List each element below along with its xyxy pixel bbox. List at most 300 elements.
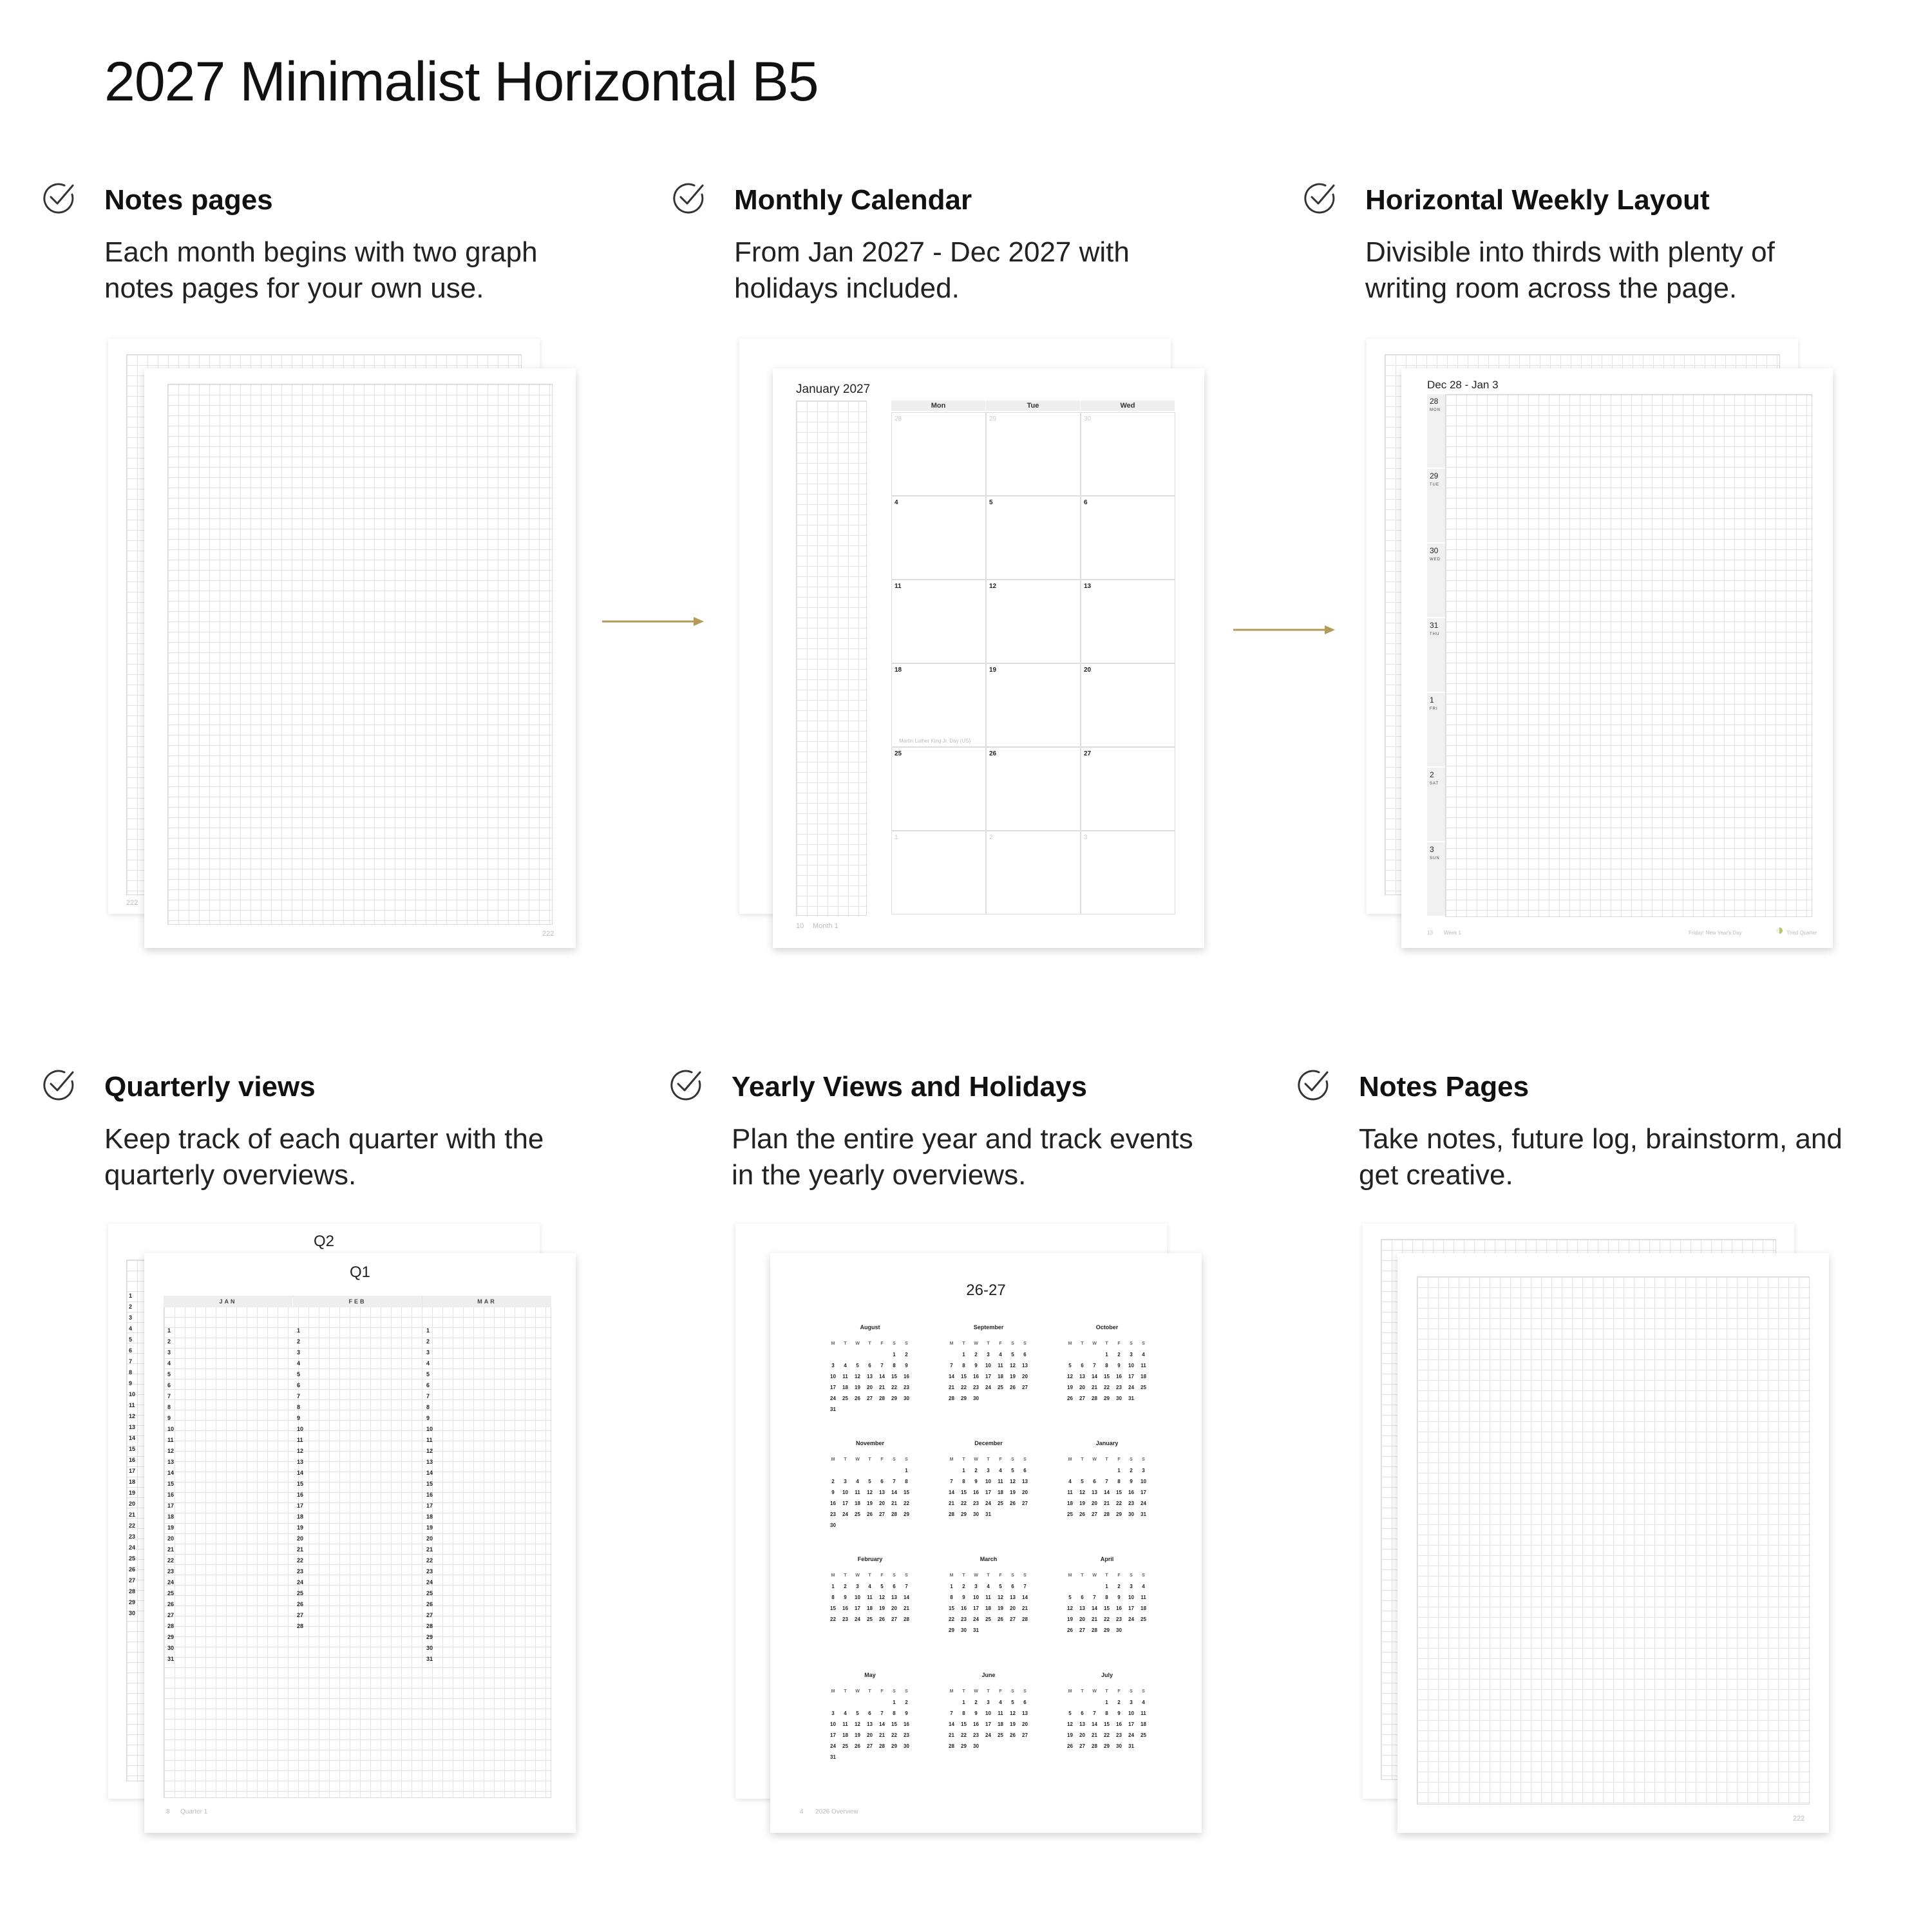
day-number: 26	[167, 1601, 175, 1607]
week-row	[945, 1581, 1032, 1592]
weekday-letter: T	[987, 1573, 990, 1578]
day-number: 7	[426, 1393, 430, 1399]
calendar-day-cell	[891, 580, 986, 663]
mini-month-name: December	[974, 1440, 1003, 1446]
day-number: 3	[844, 1479, 847, 1484]
week-row	[1064, 1581, 1150, 1592]
day-number: 19	[998, 1605, 1003, 1611]
week-row	[945, 1476, 1032, 1487]
weekday-letter: S	[1023, 1689, 1027, 1694]
day-number: 6	[167, 1382, 171, 1388]
page-number: 13	[1427, 930, 1433, 936]
day-number: 14	[129, 1435, 136, 1441]
day-number: 4	[987, 1584, 990, 1589]
page-number: 222	[1793, 1815, 1805, 1823]
day-number: 12	[1067, 1605, 1073, 1611]
day-number: 5	[1011, 1352, 1014, 1358]
day-number: 24	[985, 1732, 991, 1738]
weekday-letter: T	[1081, 1341, 1084, 1346]
week-row	[945, 1393, 1032, 1404]
weekly-front-page	[1401, 368, 1833, 948]
day-number: 17	[985, 1374, 991, 1379]
day-number: 18	[855, 1501, 860, 1506]
weekday-header: Mon	[891, 401, 985, 411]
day-number: 30	[129, 1610, 136, 1616]
day-number: 3	[426, 1349, 430, 1356]
week-row	[945, 1349, 1032, 1360]
weekday-letter: S	[905, 1573, 908, 1578]
weekday-letter: S	[1142, 1573, 1145, 1578]
day-number: 15	[1104, 1605, 1110, 1611]
feature-heading: Notes pages	[104, 184, 273, 216]
weekday-letter: W	[855, 1457, 860, 1462]
day-number: 27	[297, 1612, 304, 1618]
day-number: 5	[856, 1363, 859, 1368]
day-number: 18	[129, 1479, 136, 1485]
week-row	[1064, 1592, 1150, 1603]
weekday-block	[1427, 469, 1445, 542]
moon-phase-label: Third Quarter	[1786, 930, 1817, 936]
day-number: 3	[1130, 1352, 1133, 1358]
day-number: 25	[998, 1732, 1003, 1738]
weekday-letter: T	[868, 1341, 871, 1346]
day-number: 9	[1117, 1363, 1121, 1368]
day-number: 28	[1092, 1743, 1097, 1749]
day-number: 9	[1117, 1595, 1121, 1600]
day-number: 13	[1079, 1605, 1085, 1611]
day-number: 27	[1022, 1501, 1028, 1506]
day-number: 29	[1104, 1627, 1110, 1633]
day-number: 11	[842, 1721, 848, 1727]
feature-description: Keep track of each quarter with the quarterly overviews.	[104, 1123, 544, 1191]
day-number: 6	[426, 1382, 430, 1388]
day-number	[851, 1349, 864, 1360]
quarter-title: Q1	[349, 1264, 370, 1281]
day-number: 24	[426, 1579, 433, 1586]
day-number: 14	[1022, 1595, 1028, 1600]
day-number: 6	[868, 1710, 871, 1716]
week-row	[827, 1404, 913, 1415]
day-number: 10	[1128, 1363, 1134, 1368]
weekday-letter: T	[844, 1457, 847, 1462]
weekday-date: 30	[1430, 546, 1439, 555]
day-number: 2	[426, 1338, 430, 1345]
day-number	[1088, 1581, 1101, 1592]
day-number	[994, 1509, 1007, 1520]
day-number: 4	[167, 1360, 171, 1367]
calendar-day-cell	[986, 580, 1081, 663]
day-number: 17	[855, 1605, 860, 1611]
day-number: 20	[1022, 1490, 1028, 1495]
day-number: 30	[973, 1396, 979, 1401]
day-number: 24	[985, 1501, 991, 1506]
day-number: 13	[1010, 1595, 1016, 1600]
day-number: 21	[167, 1546, 175, 1553]
week-row	[945, 1708, 1032, 1719]
day-number	[827, 1697, 839, 1708]
day-number: 22	[961, 1501, 967, 1506]
week-row	[945, 1498, 1032, 1509]
week-row	[945, 1487, 1032, 1498]
mini-month	[945, 1556, 1032, 1636]
day-number: 30	[167, 1645, 175, 1651]
week-row	[827, 1592, 913, 1603]
weekday-letters	[945, 1338, 1032, 1349]
day-number: 13	[879, 1490, 885, 1495]
day-number	[864, 1349, 876, 1360]
day-number: 19	[879, 1605, 885, 1611]
day-number: 28	[949, 1511, 954, 1517]
day-number: 31	[1128, 1743, 1134, 1749]
day-number: 18	[297, 1513, 304, 1520]
weekday-letter: F	[1117, 1457, 1121, 1462]
weekday-block	[1427, 842, 1445, 916]
weekday-letter: M	[949, 1457, 954, 1462]
day-number: 17	[1128, 1374, 1134, 1379]
weekday-letters	[945, 1570, 1032, 1581]
check-circle-icon	[1294, 1066, 1332, 1103]
weekday-letter: M	[1068, 1457, 1072, 1462]
day-number: 29	[961, 1511, 967, 1517]
day-number: 13	[297, 1459, 304, 1465]
weekday-letter: M	[949, 1689, 954, 1694]
day-number: 20	[1084, 667, 1092, 674]
weekday-label: MON	[1430, 408, 1441, 412]
day-number: 13	[891, 1595, 897, 1600]
day-number: 13	[867, 1374, 873, 1379]
monthly-title: January 2027	[796, 383, 871, 396]
day-number: 22	[830, 1616, 836, 1622]
day-number: 30	[1128, 1511, 1134, 1517]
day-number: 4	[1142, 1700, 1145, 1705]
day-number: 19	[1010, 1374, 1016, 1379]
day-number: 3	[1130, 1700, 1133, 1705]
day-number: 7	[950, 1479, 953, 1484]
day-number: 11	[1141, 1710, 1146, 1716]
day-number: 4	[844, 1363, 847, 1368]
day-number: 16	[830, 1501, 836, 1506]
weekday-letter: M	[831, 1573, 835, 1578]
yearly-front-page	[770, 1253, 1202, 1833]
day-number: 13	[426, 1459, 433, 1465]
day-number: 29	[1104, 1396, 1110, 1401]
day-number: 1	[129, 1293, 133, 1299]
day-number: 2	[831, 1479, 835, 1484]
day-number: 24	[985, 1385, 991, 1390]
weekday-letter: T	[1081, 1573, 1084, 1578]
day-number: 10	[842, 1490, 848, 1495]
mini-month	[827, 1324, 913, 1415]
day-number: 28	[167, 1623, 175, 1629]
day-number: 5	[426, 1371, 430, 1378]
day-number: 25	[998, 1501, 1003, 1506]
day-number: 25	[167, 1590, 175, 1596]
day-number: 8	[950, 1595, 953, 1600]
day-number: 7	[880, 1710, 884, 1716]
week-row	[1064, 1393, 1150, 1404]
check-circle-icon	[670, 179, 707, 216]
day-number: 1	[893, 1352, 896, 1358]
day-number: 8	[962, 1363, 965, 1368]
day-number	[876, 1349, 888, 1360]
day-number: 15	[297, 1481, 304, 1487]
day-number: 14	[426, 1470, 433, 1476]
day-number	[994, 1393, 1007, 1404]
weekday-letter: S	[905, 1341, 908, 1346]
day-number: 10	[1141, 1479, 1146, 1484]
day-number: 3	[831, 1710, 835, 1716]
day-number: 27	[1092, 1511, 1097, 1517]
day-number: 25	[426, 1590, 433, 1596]
day-number: 16	[1116, 1374, 1122, 1379]
graph-grid	[1417, 1276, 1810, 1804]
day-number: 26	[879, 1616, 885, 1622]
month-day-column	[167, 1325, 174, 1665]
day-number: 20	[1079, 1616, 1085, 1622]
day-number: 13	[1084, 583, 1092, 590]
check-circle-icon	[1301, 179, 1338, 216]
day-number: 24	[855, 1616, 860, 1622]
day-number: 20	[297, 1535, 304, 1542]
day-number: 22	[904, 1501, 909, 1506]
weekday-label: THU	[1430, 632, 1440, 636]
day-number	[1088, 1697, 1101, 1708]
day-number: 1	[1105, 1700, 1108, 1705]
week-row	[1064, 1509, 1150, 1520]
mini-month-name: April	[1100, 1556, 1114, 1562]
weekday-letter: W	[974, 1457, 978, 1462]
day-number: 30	[1116, 1627, 1122, 1633]
day-number: 18	[167, 1513, 175, 1520]
day-number: 21	[949, 1385, 954, 1390]
day-number: 5	[856, 1710, 859, 1716]
calendar-day-cell	[1081, 412, 1175, 496]
weekday-label: SUN	[1430, 857, 1440, 860]
day-number: 9	[844, 1595, 847, 1600]
footer-note: Friday: New Year's Day	[1689, 930, 1742, 936]
day-number: 12	[1010, 1710, 1016, 1716]
day-number: 21	[297, 1546, 304, 1553]
day-number: 9	[1117, 1710, 1121, 1716]
day-number: 2	[974, 1352, 978, 1358]
day-number: 21	[879, 1385, 885, 1390]
week-row	[827, 1719, 913, 1730]
week-row	[827, 1360, 913, 1371]
day-number: 29	[949, 1627, 954, 1633]
day-number	[864, 1697, 876, 1708]
day-number: 1	[962, 1468, 965, 1473]
day-number: 22	[1116, 1501, 1122, 1506]
day-number: 31	[1128, 1396, 1134, 1401]
weekday-block	[1427, 544, 1445, 617]
calendar-day-cell	[986, 663, 1081, 747]
day-number: 3	[1142, 1468, 1145, 1473]
day-number: 16	[973, 1490, 979, 1495]
day-number: 25	[895, 750, 902, 757]
page-number: 222	[126, 899, 138, 907]
day-number: 5	[1068, 1710, 1072, 1716]
day-number: 26	[1067, 1743, 1073, 1749]
day-number: 27	[426, 1612, 433, 1618]
weekday-letter: M	[1068, 1341, 1072, 1346]
mini-month	[945, 1440, 1032, 1520]
weekday-letter: T	[868, 1573, 871, 1578]
mini-month	[1064, 1324, 1150, 1404]
day-number: 17	[167, 1502, 175, 1509]
day-number: 10	[1128, 1595, 1134, 1600]
day-number: 9	[831, 1490, 835, 1495]
day-number: 3	[987, 1352, 990, 1358]
mini-month	[827, 1556, 913, 1625]
day-number: 9	[129, 1380, 133, 1387]
day-number: 7	[1023, 1584, 1027, 1589]
day-number: 21	[1104, 1501, 1110, 1506]
weekday-letter: M	[831, 1457, 835, 1462]
day-number: 30	[904, 1743, 909, 1749]
day-number: 19	[855, 1385, 860, 1390]
day-number: 28	[895, 415, 902, 422]
day-number: 29	[129, 1599, 136, 1605]
day-number: 21	[949, 1732, 954, 1738]
day-number: 1	[905, 1468, 908, 1473]
day-number: 11	[426, 1437, 433, 1443]
day-number: 22	[961, 1732, 967, 1738]
weekday-letter: F	[1117, 1341, 1121, 1346]
day-number: 20	[1079, 1385, 1085, 1390]
day-number: 15	[129, 1446, 136, 1452]
day-number	[994, 1741, 1007, 1752]
weekday-letter: W	[855, 1341, 860, 1346]
day-number: 26	[297, 1601, 304, 1607]
week-row	[827, 1509, 913, 1520]
day-number	[839, 1349, 851, 1360]
weekly-title: Dec 28 - Jan 3	[1427, 379, 1499, 391]
day-number: 18	[998, 1721, 1003, 1727]
day-number: 23	[1116, 1385, 1122, 1390]
day-number: 12	[297, 1448, 304, 1454]
weekday-letter: S	[1011, 1341, 1014, 1346]
day-number: 30	[426, 1645, 433, 1651]
day-number: 25	[1141, 1732, 1146, 1738]
day-number: 10	[985, 1479, 991, 1484]
day-number: 18	[842, 1732, 848, 1738]
day-number: 31	[973, 1627, 979, 1633]
day-number: 20	[1010, 1605, 1016, 1611]
day-number: 26	[1079, 1511, 1085, 1517]
week-row	[945, 1509, 1032, 1520]
day-number: 8	[426, 1404, 430, 1410]
weekday-letter: S	[893, 1573, 896, 1578]
day-number: 6	[1023, 1468, 1027, 1473]
mini-month	[1064, 1672, 1150, 1752]
mini-month	[1064, 1556, 1150, 1636]
day-number: 28	[1022, 1616, 1028, 1622]
week-row	[827, 1349, 913, 1360]
weekday-block	[1427, 618, 1445, 692]
day-number: 18	[842, 1385, 848, 1390]
weekday-date: 28	[1430, 397, 1439, 406]
day-number: 19	[855, 1732, 860, 1738]
week-row	[945, 1592, 1032, 1603]
day-number: 13	[167, 1459, 175, 1465]
day-number: 28	[297, 1623, 304, 1629]
monthly-front-page	[773, 368, 1204, 948]
day-number: 17	[1128, 1721, 1134, 1727]
day-number	[945, 1349, 958, 1360]
check-circle-icon	[40, 1066, 77, 1103]
day-number	[1101, 1465, 1113, 1476]
day-number	[1088, 1465, 1101, 1476]
day-number: 24	[1128, 1385, 1134, 1390]
weekday-letter: S	[893, 1457, 896, 1462]
year-title: 26-27	[966, 1282, 1006, 1299]
day-number: 19	[1067, 1385, 1073, 1390]
weekday-letter: S	[1142, 1457, 1145, 1462]
day-number: 2	[905, 1352, 908, 1358]
day-number: 5	[297, 1371, 301, 1378]
day-number: 22	[297, 1557, 304, 1564]
day-number	[1125, 1625, 1137, 1636]
day-number: 23	[297, 1568, 304, 1575]
day-number	[945, 1697, 958, 1708]
weekday-letter: T	[1105, 1341, 1108, 1346]
month-header: JAN	[164, 1296, 292, 1307]
day-number: 21	[426, 1546, 433, 1553]
day-number	[864, 1465, 876, 1476]
day-number: 26	[855, 1743, 860, 1749]
day-number: 9	[1130, 1479, 1133, 1484]
day-number	[888, 1465, 900, 1476]
arrow-right-icon	[1233, 623, 1336, 636]
feature-description: Divisible into thirds with plenty of writing room across the page.	[1365, 236, 1775, 304]
day-number: 7	[297, 1393, 301, 1399]
day-number: 12	[867, 1490, 873, 1495]
day-number	[1137, 1741, 1150, 1752]
day-number: 28	[904, 1616, 909, 1622]
day-number: 6	[893, 1584, 896, 1589]
day-number	[851, 1404, 864, 1415]
weekday-letters	[1064, 1686, 1150, 1697]
day-number: 2	[1130, 1468, 1133, 1473]
day-number: 2	[905, 1700, 908, 1705]
weekday-letter: S	[1130, 1341, 1133, 1346]
day-number	[1076, 1581, 1088, 1592]
day-number: 4	[426, 1360, 430, 1367]
day-number: 22	[1104, 1732, 1110, 1738]
day-number	[1088, 1349, 1101, 1360]
day-number	[1019, 1509, 1031, 1520]
week-row	[1064, 1498, 1150, 1509]
calendar-day-cell	[986, 496, 1081, 580]
day-number: 29	[1104, 1743, 1110, 1749]
day-number: 24	[842, 1511, 848, 1517]
day-number: 18	[1141, 1374, 1146, 1379]
day-number: 9	[297, 1415, 301, 1421]
day-number: 5	[1011, 1700, 1014, 1705]
day-number: 25	[842, 1743, 848, 1749]
weekday-label: FRI	[1430, 707, 1438, 711]
day-number: 25	[867, 1616, 873, 1622]
calendar-day-cell	[1081, 747, 1175, 831]
weekday-letter: T	[844, 1341, 847, 1346]
calendar-day-cell	[1081, 663, 1175, 747]
day-number	[827, 1465, 839, 1476]
day-number: 21	[1022, 1605, 1028, 1611]
weekly-grid	[1445, 394, 1812, 917]
day-number	[1076, 1697, 1088, 1708]
week-row	[827, 1730, 913, 1741]
month-day-column	[426, 1325, 433, 1665]
